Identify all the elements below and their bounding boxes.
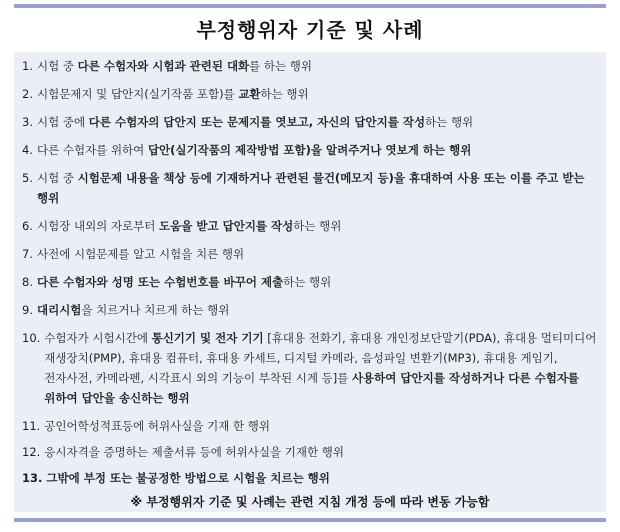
top-divider	[14, 4, 606, 8]
bottom-divider	[14, 518, 606, 522]
item-text-bold: 사용하여 답안지를 작성하거나 다른 수험자를 위하여 답안을 송신하는 행위	[44, 371, 580, 405]
item-number: 5.	[22, 171, 33, 185]
footnote: ※ 부정행위자 기준 및 사례는 관련 지침 개정 등에 따라 변동 가능함	[130, 495, 490, 509]
rules-panel	[14, 4, 606, 524]
item-text: 시험 중	[36, 59, 78, 73]
item-text-bold: 통신기기 및 전자 기기	[151, 331, 264, 345]
item-text-bold: 다른 수험자의 답안지 또는 문제지를 엿보고, 자신의 답안지를 작성	[88, 115, 426, 129]
item-text: 하는 행위	[260, 87, 309, 101]
item-number: 2.	[22, 87, 33, 101]
item-text: 다른 수험자를 위하여	[36, 143, 148, 157]
list-item	[22, 244, 600, 264]
list-item	[22, 112, 600, 132]
item-text: 공인어학성적표등에 허위사실을 기재 한 행위	[44, 419, 270, 433]
item-text: 시험문제지 및 답안지(실기작품 포함)를	[36, 87, 239, 101]
page-title: 부정행위자 기준 및 사례	[196, 18, 424, 42]
item-number: 13.	[22, 471, 43, 485]
item-text: 시험 중에	[36, 115, 89, 129]
item-text: 하는 행위	[283, 275, 332, 289]
item-text-bold: 다른 수험자와 시험과 관련된 대화	[77, 59, 250, 73]
item-number: 3.	[22, 115, 33, 129]
item-text-bold: 답안(실기작품의 제작방법 포함)을 알려주거나 엿보게 하는 행위	[147, 143, 472, 157]
item-text: 을 치르거나 치르게 하는 행위	[81, 303, 230, 317]
list-item	[22, 300, 600, 320]
item-number: 10.	[22, 331, 41, 345]
item-number: 6.	[22, 219, 33, 233]
list-item	[22, 140, 600, 160]
item-text-bold: 대리시험	[36, 303, 82, 317]
item-text-bold: 그밖에 부정 또는 불공정한 방법으로 시험을 치르는 행위	[46, 471, 330, 485]
item-text: 하는 행위	[425, 115, 474, 129]
item-text: 응시자격을 증명하는 제출서류 등에 허위사실을 기재한 행위	[44, 445, 344, 459]
list-item	[22, 328, 600, 408]
item-number: 8.	[22, 275, 33, 289]
item-text-bold: 시험문제 내용을 책상 등에 기재하거나 관련된 물건(메모지 등)을 휴대하여 사용 또는 이를 주고 받는 행위	[36, 171, 585, 205]
item-text: 하는 행위	[293, 219, 342, 233]
item-text-bold: 교환	[238, 87, 261, 101]
item-number: 7.	[22, 247, 33, 261]
item-text-bold: 다른 수험자와 성명 또는 수험번호를 바꾸어 제출	[36, 275, 284, 289]
item-text: 시험장 내외의 자로부터	[36, 219, 160, 233]
item-number: 11.	[22, 419, 41, 433]
item-text: 를 하는 행위	[249, 59, 313, 73]
list-item	[22, 272, 600, 292]
list-item	[22, 468, 600, 488]
list-item	[22, 442, 600, 462]
item-text: [휴대용 전화기, 휴대용 개인정보단말기(PDA), 휴대용 멀티미디어 재생장치(PMP), 휴대용 컴퓨터, 휴대용 카세트, 디지털 카메라, 음성파일 변환기(MP3), 휴대용 게임기, 전자사전, 카메라펜, 시각표시 외의 기능이 부착된 시계 등]를	[44, 331, 597, 385]
item-number: 12.	[22, 445, 41, 459]
item-text: 수험자가 시험시간에	[44, 331, 152, 345]
item-text: 시험 중	[36, 171, 78, 185]
item-number: 4.	[22, 143, 33, 157]
item-number: 1.	[22, 59, 33, 73]
item-text-bold: 도움을 받고 답안지를 작성	[159, 219, 294, 233]
list-item	[22, 416, 600, 436]
list-item	[22, 168, 600, 208]
rules-list	[14, 52, 606, 512]
list-item	[22, 216, 600, 236]
item-text: 사전에 시험문제를 알고 시험을 치른 행위	[36, 247, 245, 261]
list-item	[22, 56, 600, 76]
list-item	[22, 84, 600, 104]
item-number: 9.	[22, 303, 33, 317]
